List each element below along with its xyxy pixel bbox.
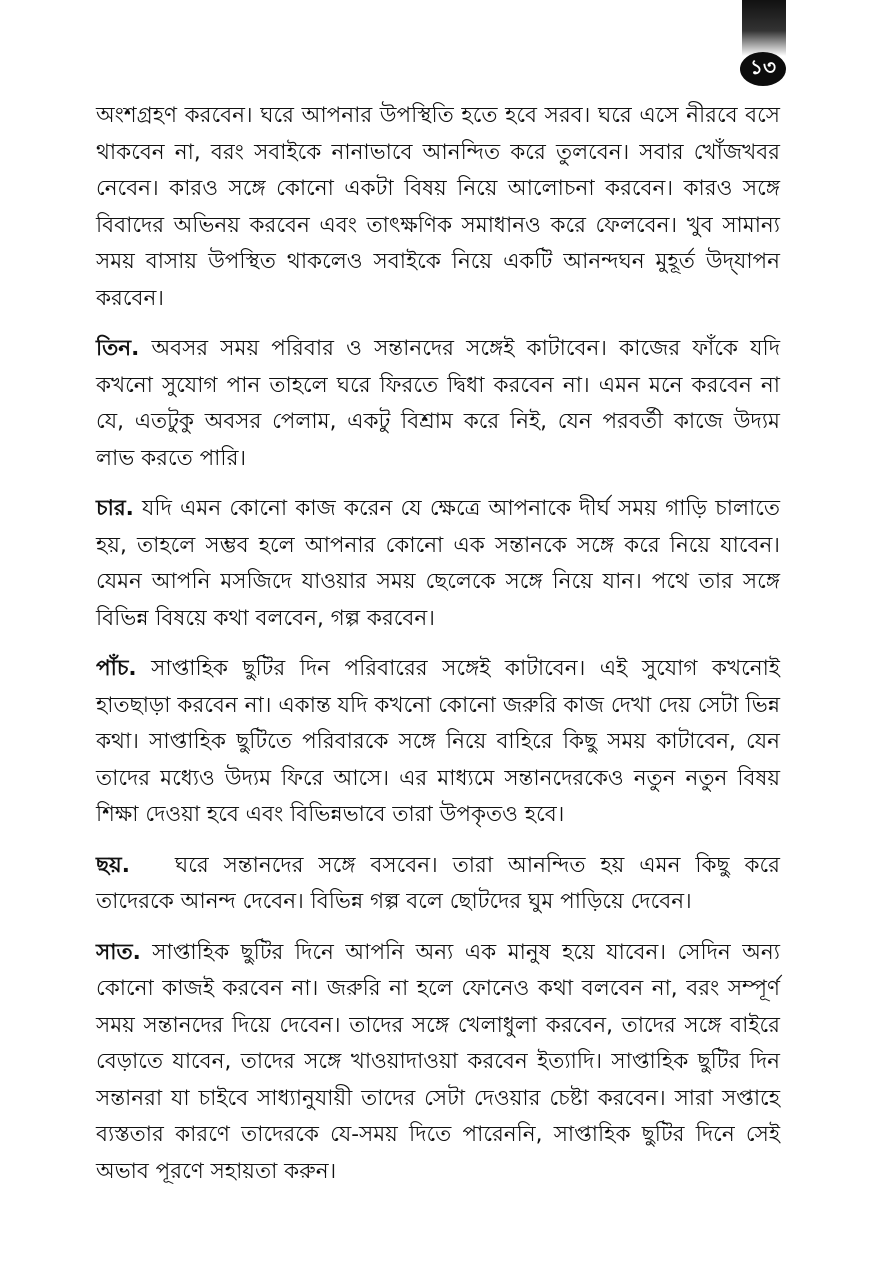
paragraph-lead: তিন. (96, 336, 140, 361)
paragraph-lead: পাঁচ. (96, 656, 137, 681)
paragraph-text: সাপ্তাহিক ছুটির দিনে আপনি অন্য এক মানুষ হয়ে যাবেন। সেদিন অন্য কোনো কাজই করবেন না। জরুরি না হলে ফোনেও কথা বলবেন না, বরং সম্পূর্ণ সময় সন্তানদের দিয়ে দেবেন। তাদের সঙ্গে খেলাধুলা করবেন, তাদের সঙ্গে বাইরে বেড়াতে যাবেন, তাদের সঙ্গে খাওয়াদাওয়া করবেন ইত্যাদি। সাপ্তাহিক ছুটির দিন সন্তানরা যা চাইবে সাধ্যানুযায়ী তাদের সেটা দেওয়ার চেষ্টা করবেন। সারা সপ্তাহে ব্যস্ততার কারণে তাদেরকে যে-সময় দিতে পারেননি, সাপ্তাহিক ছুটির দিনে সেই অভাব পূরণে সহায়তা করুন। (96, 939, 780, 1184)
page-edge-tab (742, 0, 786, 56)
paragraph-text: অংশগ্রহণ করবেন। ঘরে আপনার উপস্থিতি হতে হবে সরব। ঘরে এসে নীরবে বসে থাকবেন না, বরং সবাইকে নানাভাবে আনন্দিত করে তুলবেন। সবার খোঁজখবর নেবেন। কারও সঙ্গে কোনো একটা বিষয় নিয়ে আলোচনা করবেন। কারও সঙ্গে বিবাদের অভিনয় করবেন এবং তাৎক্ষণিক সমাধানও করে ফেলবেন। খুব সামান্য সময় বাসায় উপস্থিত থাকলেও সবাইকে নিয়ে একটি আনন্দঘন মুহূর্ত উদ্‌যাপন করবেন। (96, 103, 780, 311)
paragraph-four (96, 491, 780, 637)
paragraph-seven (96, 935, 780, 1191)
paragraph-text: অবসর সময় পরিবার ও সন্তানদের সঙ্গেই কাটাবেন। কাজের ফাঁকে যদি কখনো সুযোগ পান তাহলে ঘরে ফিরতে দ্বিধা করবেন না। এমন মনে করবেন না যে, এতটুকু অবসর পেলাম, একটু বিশ্রাম করে নিই, যেন পরবর্তী কাজে উদ্যম লাভ করতে পারি। (96, 336, 780, 471)
paragraph-text: ঘরে সন্তানদের সঙ্গে বসবেন। তারা আনন্দিত হয় এমন কিছু করে তাদেরকে আনন্দ দেবেন। বিভিন্ন গল্প বলে ছোটদের ঘুম পাড়িয়ে দেবেন। (96, 852, 780, 914)
paragraph-text: সাপ্তাহিক ছুটির দিন পরিবারের সঙ্গেই কাটাবেন। এই সুযোগ কখনোই হাতছাড়া করবেন না। একান্ত যদি কখনো কোনো জরুরি কাজ দেখা দেয় সেটা ভিন্ন কথা। সাপ্তাহিক ছুটিতে পরিবারকে সঙ্গে নিয়ে বাহিরে কিছু সময় কাটাবেন, যেন তাদের মধ্যেও উদ্যম ফিরে আসে। এর মাধ্যমে সন্তানদেরকেও নতুন নতুন বিষয় শিক্ষা দেওয়া হবে এবং বিভিন্নভাবে তারা উপকৃতও হবে। (96, 656, 780, 827)
paragraph-lead: চার. (96, 496, 134, 521)
paragraph-lead: সাত. (96, 939, 141, 965)
paragraph-text: যদি এমন কোনো কাজ করেন যে ক্ষেত্রে আপনাকে দীর্ঘ সময় গাড়ি চালাতে হয়, তাহলে সম্ভব হলে আপনার কোনো এক সন্তানকে সঙ্গে করে নিয়ে যাবেন। যেমন আপনি মসজিদে যাওয়ার সময় ছেলেকে সঙ্গে নিয়ে যান। পথে তার সঙ্গে বিভিন্ন বিষয়ে কথা বলবেন, গল্প করবেন। (96, 496, 780, 631)
page-number: ১৩ (750, 54, 776, 79)
page-body (96, 98, 780, 1204)
paragraph-five (96, 651, 780, 834)
page-number-badge (740, 52, 786, 86)
paragraph-three (96, 331, 780, 477)
paragraph-six (96, 848, 780, 921)
paragraph-continued (96, 98, 780, 317)
paragraph-lead: ছয়. (96, 852, 130, 878)
